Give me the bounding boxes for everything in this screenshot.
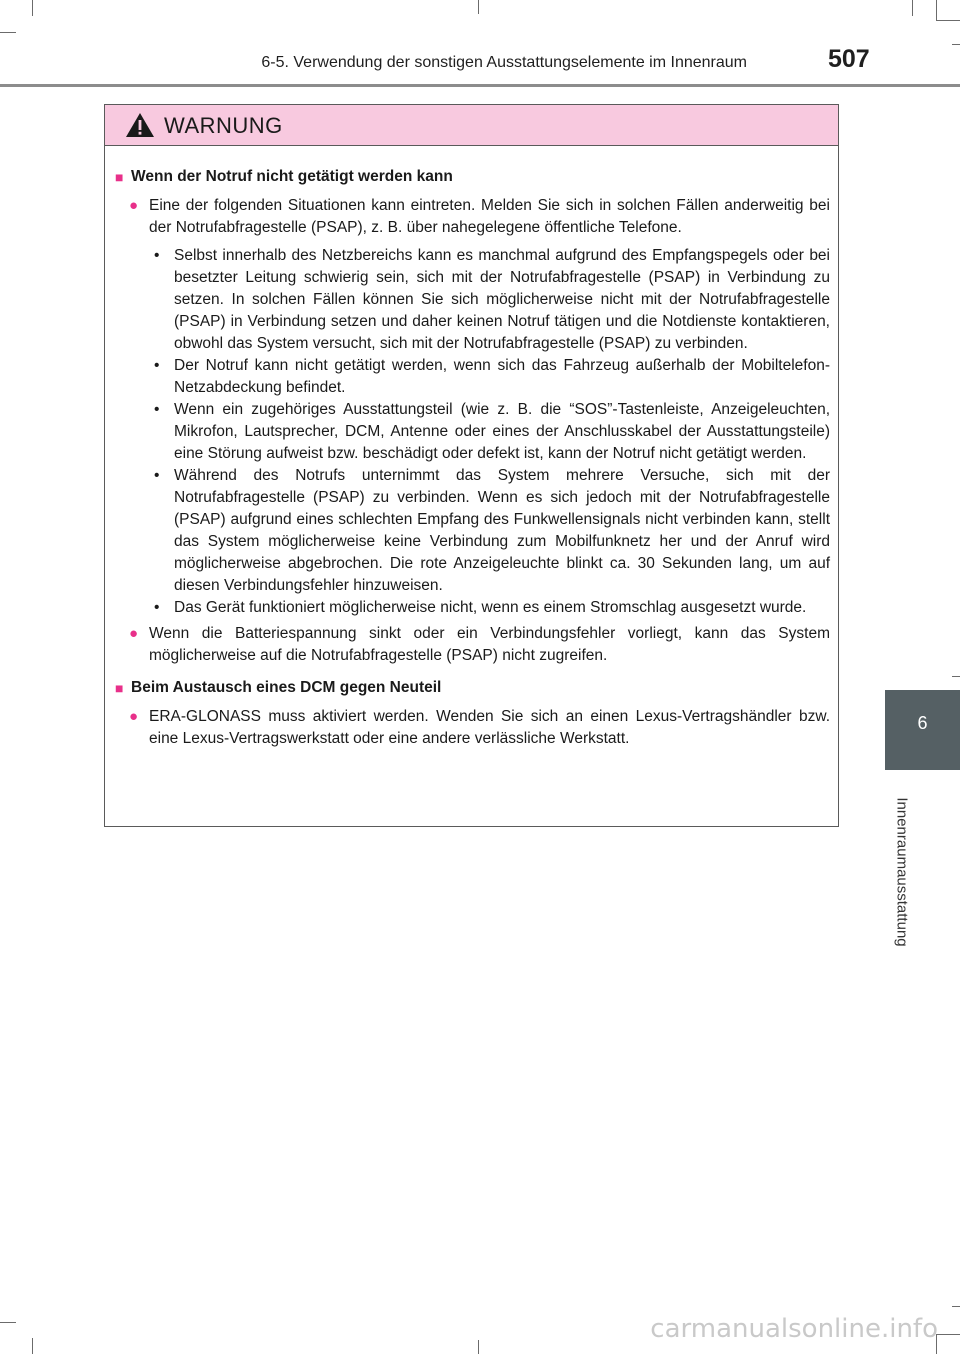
page-header bbox=[0, 0, 960, 88]
section-title-text: Wenn der Notruf nicht getätigt werden kann bbox=[131, 168, 453, 185]
sub-list-item-text: Der Notruf kann nicht getätigt werden, wenn sich das Fahrzeug außerhalb der Mobiltelefon-Netzabdeckung befindet. bbox=[174, 357, 830, 396]
chapter-label-text: Innenraumausstattung bbox=[893, 797, 911, 947]
crop-mark bbox=[936, 1334, 960, 1335]
middle-dot-bullet-icon: • bbox=[154, 357, 160, 374]
warning-header bbox=[105, 105, 838, 146]
warning-box bbox=[104, 104, 839, 827]
header-title: 6-5. Verwendung der sonstigen Ausstattungselemente im Innenraum bbox=[261, 54, 747, 71]
watermark: carmanualsonline.info bbox=[650, 1314, 938, 1344]
list-item-text: ERA-GLONASS muss aktiviert werden. Wenden Sie sich an einen Lexus-Vertragshändler bzw. eine Lexus-Vertragswerkstatt oder eine andere verlässliche Werkstatt. bbox=[149, 708, 830, 747]
list-item-text: Wenn die Batteriespannung sinkt oder ein Verbindungsfehler vorliegt, kann das System möglicherweise auf die Notrufabfragestelle (PSAP) nicht zugreifen. bbox=[149, 625, 830, 664]
square-bullet-icon: ■ bbox=[115, 680, 124, 696]
chapter-number: 6 bbox=[917, 713, 928, 733]
sub-list-item bbox=[153, 355, 830, 399]
sub-list-item-text: Wenn ein zugehöriges Ausstattungsteil (wie z. B. die “SOS”-Tastenleiste, Anzeigeleuchten, Mikrofon, Lautsprecher, DCM, Antenne oder eines der Anschlusskabel der Ausstattungsteile) eine Störung aufweist bzw. beschädigt oder defekt ist, kann der Notruf nicht getätigt werden. bbox=[174, 401, 830, 462]
sub-list-item-text: Das Gerät funktioniert möglicherweise nicht, wenn es einem Stromschlag ausgesetzt wurde. bbox=[174, 599, 807, 616]
chapter-tab[interactable] bbox=[885, 690, 960, 770]
list-item bbox=[129, 706, 830, 750]
list-item bbox=[129, 623, 830, 667]
crop-mark bbox=[478, 1340, 479, 1354]
circle-bullet-icon: ● bbox=[129, 708, 139, 725]
crop-mark bbox=[32, 1338, 33, 1354]
section-title-text: Beim Austausch eines DCM gegen Neuteil bbox=[131, 679, 442, 696]
sub-list-item bbox=[153, 399, 830, 465]
square-bullet-icon: ■ bbox=[115, 169, 124, 185]
warning-section bbox=[115, 677, 830, 750]
circle-bullet-icon: ● bbox=[129, 197, 139, 214]
page-number: 507 bbox=[828, 45, 870, 73]
section-title bbox=[115, 166, 830, 188]
sub-list-item-text: Während des Notrufs unternimmt das System mehrere Versuche, sich mit der Notrufabfragestelle (PSAP) zu verbinden. Wenn es sich jedoch mit der Notrufabfragestelle (PSAP) aufgrund eines schlechten Empfang des Funkwellensignals nicht verbinden kann, stellt das System möglicherweise keine Verbindung zum Mobilfunknetz her und der Anruf wird möglicherweise abgebrochen. Die rote Anzeigeleuchte blinkt ca. 30 Sekunden lang, um auf diesen Verbindungsfehler hinzuweisen. bbox=[174, 467, 830, 594]
middle-dot-bullet-icon: • bbox=[154, 467, 160, 484]
middle-dot-bullet-icon: • bbox=[154, 247, 160, 264]
header-divider bbox=[0, 84, 960, 87]
crop-mark bbox=[952, 1306, 960, 1307]
chapter-label bbox=[892, 782, 912, 962]
sub-list-item-text: Selbst innerhalb des Netzbereichs kann es manchmal aufgrund des Empfangspegels oder bei besetzter Leitung schwierig sein, sich mit der Notrufabfragestelle (PSAP) in Verbindung zu setzen. In solchen Fällen können Sie sich möglicherweise nicht mit der Notrufabfragestelle (PSAP) in Verbindung setzen und daher keinen Notruf tätigen und die Notdienste kontaktieren, obwohl das System versucht, sich mit der Notrufabfragestelle (PSAP) zu verbinden. bbox=[174, 247, 830, 352]
warning-body bbox=[105, 146, 838, 750]
sub-list bbox=[153, 245, 830, 619]
middle-dot-bullet-icon: • bbox=[154, 599, 160, 616]
warning-triangle-icon bbox=[125, 112, 155, 138]
section-title bbox=[115, 677, 830, 699]
sub-list-item bbox=[153, 597, 830, 619]
middle-dot-bullet-icon: • bbox=[154, 401, 160, 418]
warning-section bbox=[115, 166, 830, 667]
crop-mark bbox=[952, 676, 960, 677]
list-item bbox=[129, 195, 830, 239]
warning-label: WARNUNG bbox=[164, 113, 283, 138]
circle-bullet-icon: ● bbox=[129, 625, 139, 642]
sub-list-item bbox=[153, 245, 830, 355]
crop-mark bbox=[0, 1322, 16, 1323]
list-item-text: Eine der folgenden Situationen kann eintreten. Melden Sie sich in solchen Fällen anderweitig bei der Notrufabfragestelle (PSAP), z. B. über nahegelegene öffentliche Telefone. bbox=[149, 197, 830, 236]
sub-list-item bbox=[153, 465, 830, 597]
